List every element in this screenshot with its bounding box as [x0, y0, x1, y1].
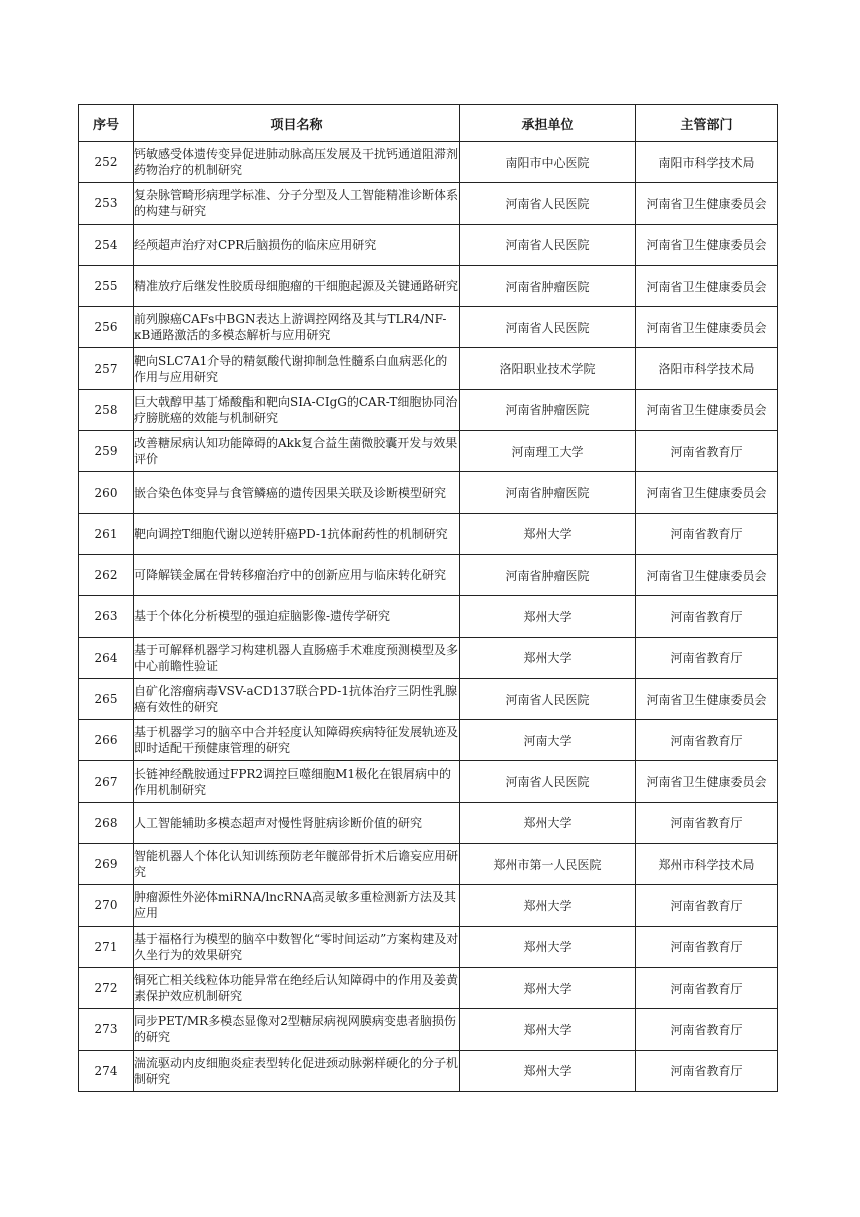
row-number: 267: [79, 761, 134, 802]
unit-cell: 河南大学: [460, 720, 636, 761]
project-name-cell: 嵌合染色体变异与食管鳞癌的遗传因果关联及诊断模型研究: [134, 472, 460, 513]
project-name-cell: 基于个体化分析模型的强迫症脑影像-遗传学研究: [134, 596, 460, 637]
row-number: 257: [79, 348, 134, 389]
unit-cell: 河南省肿瘤医院: [460, 265, 636, 306]
department-cell: 洛阳市科学技术局: [636, 348, 778, 389]
project-name-cell: 巨大戟醇甲基丁烯酸酯和靶向SIA-CIgG的CAR-T细胞协同治疗膀胱癌的效能与机制研究: [134, 389, 460, 430]
table-row: [79, 885, 778, 926]
unit-cell: 郑州大学: [460, 596, 636, 637]
department-cell: 河南省卫生健康委员会: [636, 678, 778, 719]
unit-cell: 郑州大学: [460, 637, 636, 678]
department-cell: 河南省教育厅: [636, 431, 778, 472]
table-row: [79, 142, 778, 183]
row-number: 260: [79, 472, 134, 513]
department-cell: 郑州市科学技术局: [636, 844, 778, 885]
project-name-cell: 肿瘤源性外泌体miRNA/lncRNA高灵敏多重检测新方法及其应用: [134, 885, 460, 926]
table-row: [79, 844, 778, 885]
row-number: 256: [79, 307, 134, 348]
department-cell: 河南省卫生健康委员会: [636, 307, 778, 348]
project-name-cell: 基于机器学习的脑卒中合并轻度认知障碍疾病特征发展轨迹及即时适配干预健康管理的研究: [134, 720, 460, 761]
row-number: 264: [79, 637, 134, 678]
department-cell: 河南省教育厅: [636, 885, 778, 926]
project-table: [78, 104, 778, 1092]
row-number: 268: [79, 802, 134, 843]
table-row: [79, 554, 778, 595]
row-number: 271: [79, 926, 134, 967]
table-row: [79, 472, 778, 513]
project-name-cell: 经颅超声治疗对CPR后脑损伤的临床应用研究: [134, 224, 460, 265]
table-row: [79, 183, 778, 224]
project-name-cell: 自矿化溶瘤病毒VSV-aCD137联合PD-1抗体治疗三阴性乳腺癌有效性的研究: [134, 678, 460, 719]
row-number: 263: [79, 596, 134, 637]
row-number: 262: [79, 554, 134, 595]
unit-cell: 郑州市第一人民医院: [460, 844, 636, 885]
header-department: 主管部门: [636, 105, 778, 142]
row-number: 266: [79, 720, 134, 761]
table-row: [79, 678, 778, 719]
department-cell: 河南省教育厅: [636, 596, 778, 637]
project-name-cell: 人工智能辅助多模态超声对慢性肾脏病诊断价值的研究: [134, 802, 460, 843]
unit-cell: 河南省人民医院: [460, 183, 636, 224]
department-cell: 河南省卫生健康委员会: [636, 554, 778, 595]
project-name-cell: 基于福格行为模型的脑卒中数智化“零时间运动”方案构建及对久坐行为的效果研究: [134, 926, 460, 967]
table-row: [79, 513, 778, 554]
header-unit: 承担单位: [460, 105, 636, 142]
project-name-cell: 长链神经酰胺通过FPR2调控巨噬细胞M1极化在银屑病中的作用机制研究: [134, 761, 460, 802]
table-header-row: [79, 105, 778, 142]
unit-cell: 河南省肿瘤医院: [460, 389, 636, 430]
table-row: [79, 1050, 778, 1091]
row-number: 254: [79, 224, 134, 265]
department-cell: 河南省教育厅: [636, 926, 778, 967]
row-number: 259: [79, 431, 134, 472]
department-cell: 河南省卫生健康委员会: [636, 224, 778, 265]
unit-cell: 郑州大学: [460, 1050, 636, 1091]
row-number: 269: [79, 844, 134, 885]
project-name-cell: 智能机器人个体化认知训练预防老年髋部骨折术后谵妄应用研究: [134, 844, 460, 885]
department-cell: 河南省卫生健康委员会: [636, 183, 778, 224]
project-name-cell: 钙敏感受体遗传变异促进肺动脉高压发展及干扰钙通道阻滞剂药物治疗的机制研究: [134, 142, 460, 183]
unit-cell: 河南省肿瘤医院: [460, 554, 636, 595]
row-number: 255: [79, 265, 134, 306]
department-cell: 河南省教育厅: [636, 967, 778, 1008]
row-number: 258: [79, 389, 134, 430]
table-row: [79, 720, 778, 761]
row-number: 272: [79, 967, 134, 1008]
unit-cell: 郑州大学: [460, 513, 636, 554]
row-number: 253: [79, 183, 134, 224]
department-cell: 河南省卫生健康委员会: [636, 472, 778, 513]
unit-cell: 郑州大学: [460, 926, 636, 967]
unit-cell: 河南省肿瘤医院: [460, 472, 636, 513]
department-cell: 河南省卫生健康委员会: [636, 761, 778, 802]
unit-cell: 郑州大学: [460, 885, 636, 926]
project-name-cell: 复杂脉管畸形病理学标准、分子分型及人工智能精准诊断体系的构建与研究: [134, 183, 460, 224]
table-row: [79, 761, 778, 802]
table-row: [79, 348, 778, 389]
table-row: [79, 389, 778, 430]
row-number: 265: [79, 678, 134, 719]
header-serial: 序号: [79, 105, 134, 142]
unit-cell: 河南省人民医院: [460, 224, 636, 265]
unit-cell: 河南省人民医院: [460, 761, 636, 802]
row-number: 261: [79, 513, 134, 554]
unit-cell: 洛阳职业技术学院: [460, 348, 636, 389]
project-name-cell: 基于可解释机器学习构建机器人直肠癌手术难度预测模型及多中心前瞻性验证: [134, 637, 460, 678]
table-row: [79, 596, 778, 637]
department-cell: 河南省卫生健康委员会: [636, 389, 778, 430]
row-number: 273: [79, 1009, 134, 1050]
row-number: 274: [79, 1050, 134, 1091]
project-name-cell: 湍流驱动内皮细胞炎症表型转化促进颈动脉粥样硬化的分子机制研究: [134, 1050, 460, 1091]
department-cell: 河南省教育厅: [636, 1009, 778, 1050]
unit-cell: 郑州大学: [460, 967, 636, 1008]
project-name-cell: 靶向SLC7A1介导的精氨酸代谢抑制急性髓系白血病恶化的作用与应用研究: [134, 348, 460, 389]
table-body: [79, 142, 778, 1092]
table-row: [79, 431, 778, 472]
table-row: [79, 307, 778, 348]
table-row: [79, 224, 778, 265]
unit-cell: 河南省人民医院: [460, 678, 636, 719]
project-name-cell: 改善糖尿病认知功能障碍的Akk复合益生菌微胶囊开发与效果评价: [134, 431, 460, 472]
table-row: [79, 802, 778, 843]
unit-cell: 南阳市中心医院: [460, 142, 636, 183]
row-number: 270: [79, 885, 134, 926]
project-name-cell: 精准放疗后继发性胶质母细胞瘤的干细胞起源及关键通路研究: [134, 265, 460, 306]
row-number: 252: [79, 142, 134, 183]
project-name-cell: 同步PET/MR多模态显像对2型糖尿病视网膜病变患者脑损伤的研究: [134, 1009, 460, 1050]
table-row: [79, 265, 778, 306]
department-cell: 河南省教育厅: [636, 1050, 778, 1091]
department-cell: 河南省教育厅: [636, 637, 778, 678]
department-cell: 河南省卫生健康委员会: [636, 265, 778, 306]
table-row: [79, 967, 778, 1008]
unit-cell: 河南理工大学: [460, 431, 636, 472]
unit-cell: 河南省人民医院: [460, 307, 636, 348]
department-cell: 河南省教育厅: [636, 802, 778, 843]
project-name-cell: 前列腺癌CAFs中BGN表达上游调控网络及其与TLR4/NF-κB通路激活的多模态解析与应用研究: [134, 307, 460, 348]
department-cell: 南阳市科学技术局: [636, 142, 778, 183]
project-name-cell: 靶向调控T细胞代谢以逆转肝癌PD-1抗体耐药性的机制研究: [134, 513, 460, 554]
header-project-name: 项目名称: [134, 105, 460, 142]
department-cell: 河南省教育厅: [636, 720, 778, 761]
unit-cell: 郑州大学: [460, 1009, 636, 1050]
table-row: [79, 926, 778, 967]
unit-cell: 郑州大学: [460, 802, 636, 843]
department-cell: 河南省教育厅: [636, 513, 778, 554]
project-name-cell: 铜死亡相关线粒体功能异常在绝经后认知障碍中的作用及姜黄素保护效应机制研究: [134, 967, 460, 1008]
table-row: [79, 637, 778, 678]
project-name-cell: 可降解镁金属在骨转移瘤治疗中的创新应用与临床转化研究: [134, 554, 460, 595]
table-row: [79, 1009, 778, 1050]
